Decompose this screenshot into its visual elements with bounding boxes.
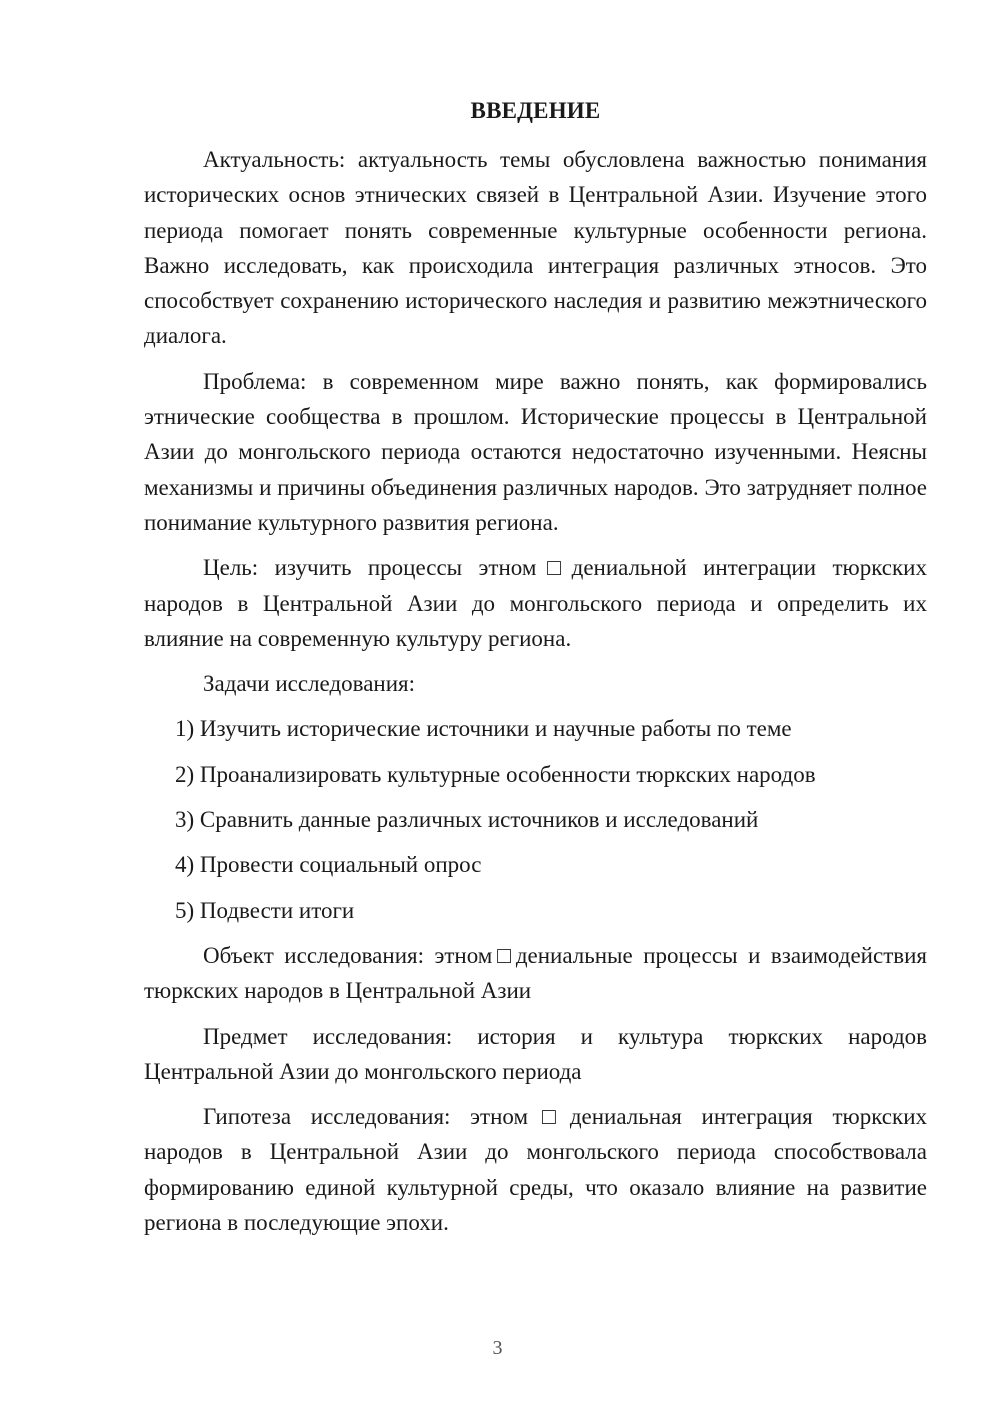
document-body (144, 142, 927, 1250)
hypothesis-paragraph: Гипотеза исследования: этном□дениальная интеграция тюркских народов в Центральной Азии до монгольского периода способствовала формированию единой культурной среды, что оказало влияние на развитие региона в последующие эпохи. (144, 1104, 927, 1236)
problem-paragraph: Проблема: в современном мире важно понять, как формировались этнические сообщества в прошлом. Исторические процессы в Центральной Азии до монгольского периода остаются недостаточно изученными. Неясны механизмы и причины объединения различных народов. Это затрудняет полное понимание культурного развития региона. (144, 368, 927, 535)
tasks-list (144, 711, 927, 927)
list-item: 3) Сравнить данные различных источников и исследований (175, 807, 759, 833)
page-number: 3 (492, 1337, 503, 1359)
list-item: 4) Провести социальный опрос (175, 852, 482, 878)
list-item: 5) Подвести итоги (175, 897, 355, 923)
list-item: 1) Изучить исторические источники и научные работы по теме (175, 716, 792, 742)
tasks-heading: Задачи исследования: (203, 671, 416, 697)
object-paragraph: Объект исследования: этном□дениальные процессы и взаимодействия тюркских народов в Центральной Азии (144, 942, 927, 1004)
subject-paragraph: Предмет исследования: история и культура тюркских народов Центральной Азии до монгольского периода (144, 1023, 927, 1084)
goal-paragraph: Цель: изучить процессы этном□дениальной интеграции тюркских народов в Центральной Азии до монгольского периода и определить их влияние на современную культуру региона. (144, 555, 927, 651)
page-title: ВВЕДЕНИЕ (470, 98, 601, 123)
list-item: 2) Проанализировать культурные особенности тюркских народов (175, 761, 816, 787)
relevance-paragraph: Актуальность: актуальность темы обусловлена важностью понимания исторических основ этнических связей в Центральной Азии. Изучение этого периода помогает понять современные культурные особенности региона. Важно исследовать, как происходила интеграция различных этносов. Это способствует сохранению исторического наследия и развитию межэтнического диалога. (144, 147, 927, 349)
